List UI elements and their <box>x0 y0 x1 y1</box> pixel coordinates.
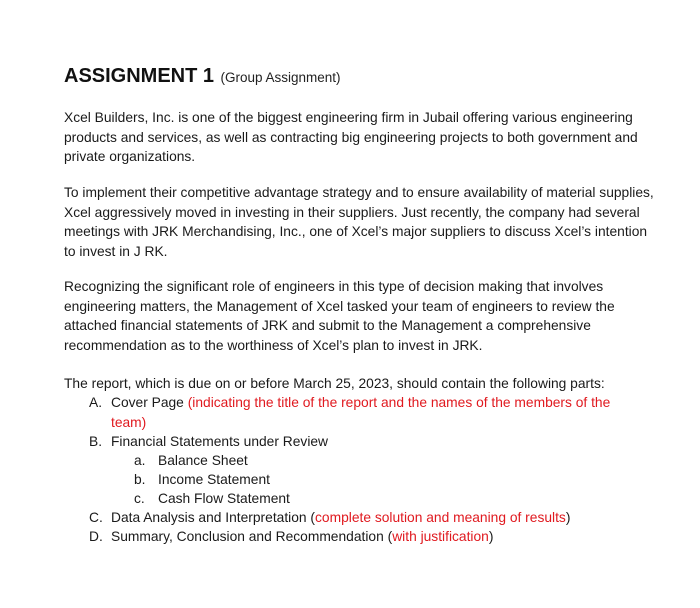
list-item-text: Summary, Conclusion and Recommendation <box>111 529 384 544</box>
sublist-marker: a. <box>134 453 146 468</box>
sublist-item-text: Income Statement <box>158 472 270 487</box>
list-item-note: (indicating the title of the report and the names of the members of the team) <box>111 395 611 430</box>
list-item-note: with justification <box>392 529 489 544</box>
sublist-item-text: Cash Flow Statement <box>158 491 290 506</box>
report-intro: The report, which is due on or before March 25, 2023, should contain the following parts: <box>64 376 605 391</box>
list-marker: C. <box>89 510 103 525</box>
sublist-marker: c. <box>134 491 145 506</box>
sublist-item-text: Balance Sheet <box>158 453 248 468</box>
list-item-text: Data Analysis and Interpretation <box>111 510 307 525</box>
list-marker: D. <box>89 529 103 544</box>
paragraph-company-intro: Xcel Builders, Inc. is one of the biggest engineering firm in Jubail offering various engineering products and services, as well as contracting big engineering projects to both government and private organizations. <box>64 110 638 165</box>
sublist-marker: b. <box>134 472 146 487</box>
assignment-title <box>64 63 341 91</box>
list-marker: A. <box>89 395 103 410</box>
paragraph-investment-strategy: To implement their competitive advantage strategy and to ensure availability of material supplies, Xcel aggressively moved in investing in their suppliers. Just recently, the company had several meetings with JRK Merchandising, Inc., one of Xcel’s major suppliers to discuss Xcel’s intention to invest in J RK. <box>64 185 654 259</box>
paragraph-team-task: Recognizing the significant role of engineers in this type of decision making that involves engineering matters, the Management of Xcel tasked your team of engineers to review the attached financial statements of JRK and submit to the Management a comprehensive recommendation as to the worthiness of Xcel’s plan to invest in JRK. <box>64 279 615 353</box>
title-subtitle: (Group Assignment) <box>220 70 341 85</box>
title-main: ASSIGNMENT 1 <box>64 65 215 87</box>
list-item-note: complete solution and meaning of results <box>315 510 566 525</box>
list-item-text: Financial Statements under Review <box>111 434 329 449</box>
list-item-text: Cover Page <box>111 395 184 410</box>
list-marker: B. <box>89 434 103 449</box>
document-page: ASSIGNMENT 1 (Group Assignment) Xcel Builders, Inc. is one of the biggest engineering firm in Jubail offering various engineering products and services, as well as contracting big engineering projects to both government and private organizations. To implement their competitive advantage strategy and to ensure availability of material supplies, Xcel aggressively moved in investing in their suppliers. Just recently, the company had several meetings with JRK Merchandising, Inc., one of Xcel’s major suppliers to discuss Xcel’s intention to invest in J RK. Recognizing the significant role of engineers in this type of decision making that involves engineering matters, the Management of Xcel tasked your team of engineers to review the attached financial statements of JRK and submit to the Management a comprehensive recommendation as to the worthiness of Xcel’s plan to invest in JRK. The report, which is due on or before March 25, 2023, should contain the following parts: A. Cover Page (indicating the title of the report and the names of the members of the team) B. Financial Statements under Review a. Balance Sheet b. Income Statement c. Cash Flow Statement C. Data Analysis and Interpretation (complete solution and meaning of results) D. Summary, Conclusion and Recommendation (with justification) <box>0 0 700 608</box>
